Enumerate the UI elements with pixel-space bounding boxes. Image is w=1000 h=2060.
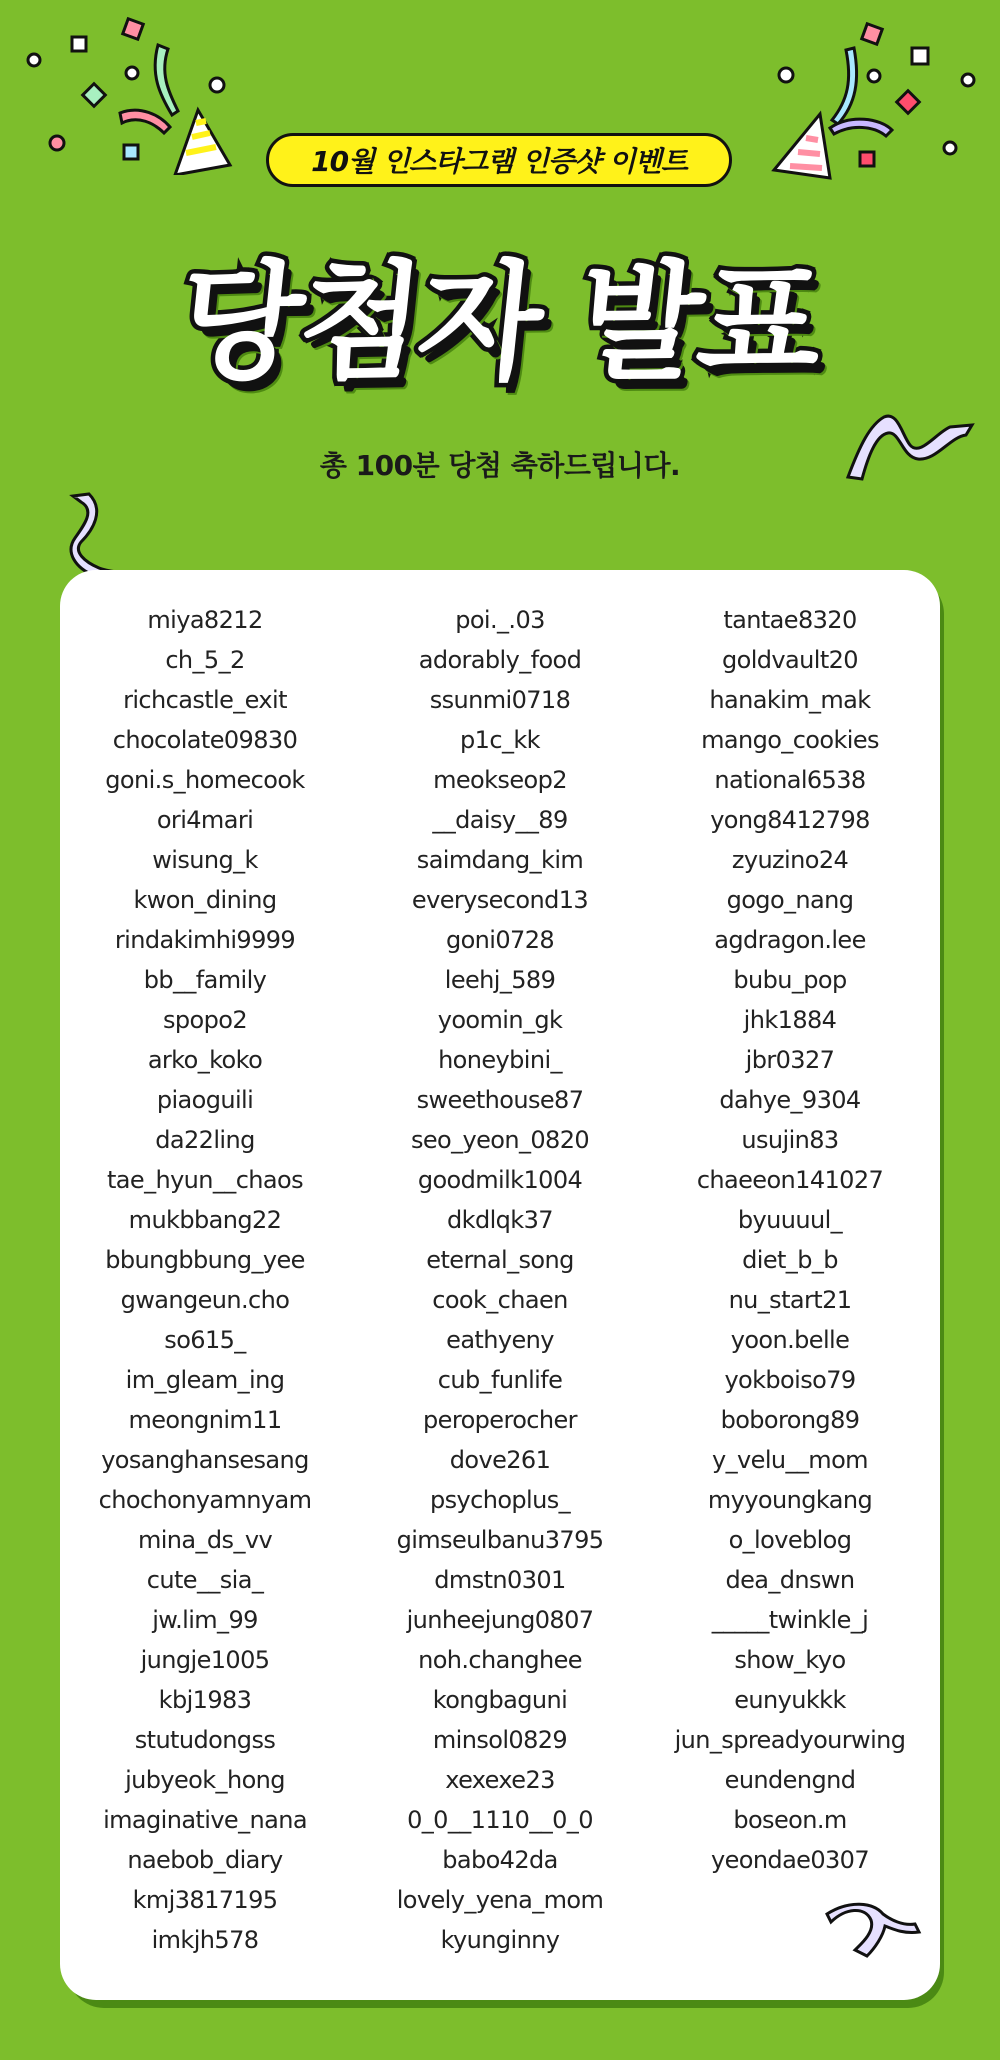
winner-id: mukbbang22 — [128, 1206, 282, 1234]
winner-id: show_kyo — [734, 1646, 846, 1674]
winner-id: richcastle_exit — [123, 686, 287, 714]
winner-id: so615_ — [164, 1326, 246, 1354]
winner-id: dahye_9304 — [719, 1086, 861, 1114]
winner-id: kwon_dining — [133, 886, 277, 914]
winner-id: seo_yeon_0820 — [410, 1126, 590, 1154]
winners-column-1 — [60, 600, 350, 1960]
winner-id: wisung_k — [152, 846, 258, 874]
ribbon-bottom-icon — [825, 1900, 925, 1960]
winner-id: tantae8320 — [723, 606, 857, 634]
winner-id: yokboiso79 — [724, 1366, 856, 1394]
winner-id: im_gleam_ing — [125, 1366, 285, 1394]
winner-id: yoomin_gk — [437, 1006, 563, 1034]
winners-column-2 — [355, 600, 645, 1960]
winner-id: goldvault20 — [722, 646, 858, 674]
winner-id: cub_funlife — [437, 1366, 563, 1394]
confetti-left-icon — [20, 15, 250, 175]
winner-id: miya8212 — [147, 606, 263, 634]
winner-id: meokseop2 — [433, 766, 567, 794]
event-label-badge: 10월 인스타그램 인증샷 이벤트 — [266, 133, 732, 187]
winner-id: gogo_nang — [726, 886, 854, 914]
winners-card — [60, 570, 940, 2000]
winner-id: babo42da — [442, 1846, 558, 1874]
winner-id: myyoungkang — [707, 1486, 873, 1514]
winner-id: zyuzino24 — [731, 846, 849, 874]
winners-column-3 — [645, 600, 935, 1880]
winner-id: tae_hyun__chaos — [106, 1166, 304, 1194]
winner-id: usujin83 — [741, 1126, 839, 1154]
winner-id: __daisy__89 — [432, 806, 568, 834]
winner-id: o_loveblog — [728, 1526, 852, 1554]
winner-id: kongbaguni — [432, 1686, 568, 1714]
winner-id: cook_chaen — [432, 1286, 568, 1314]
winner-id: kbj1983 — [158, 1686, 252, 1714]
winner-id: eathyeny — [446, 1326, 554, 1354]
winner-id: hanakim_mak — [709, 686, 871, 714]
winner-id: bubu_pop — [733, 966, 847, 994]
page-title: 당첨자 발표 — [171, 249, 827, 398]
winner-id: dove261 — [449, 1446, 551, 1474]
winner-id: jun_spreadyourwing — [674, 1726, 906, 1754]
winner-id: gimseulbanu3795 — [396, 1526, 604, 1554]
winner-id: chochonyamnyam — [98, 1486, 312, 1514]
winner-id: dkdlqk37 — [447, 1206, 553, 1234]
winner-id: p1c_kk — [460, 726, 540, 754]
winner-id: yong8412798 — [710, 806, 870, 834]
winner-id: 0_0__1110__0_0 — [407, 1806, 593, 1834]
winner-id: peroperocher — [423, 1406, 577, 1434]
winner-id: nu_start21 — [728, 1286, 852, 1314]
winner-id: jungje1005 — [140, 1646, 270, 1674]
winner-id: kmj3817195 — [132, 1886, 278, 1914]
confetti-right-icon — [760, 20, 990, 180]
page-subtitle: 총 100분 당첨 축하드립니다. — [319, 449, 681, 482]
winner-id: agdragon.lee — [714, 926, 866, 954]
winner-id: junheejung0807 — [406, 1606, 594, 1634]
winner-id: cute__sia_ — [146, 1566, 264, 1594]
winner-id: mina_ds_vv — [137, 1526, 273, 1554]
winner-id: imkjh578 — [151, 1926, 259, 1954]
winner-id: chocolate09830 — [112, 726, 298, 754]
winner-id: boseon.m — [733, 1806, 847, 1834]
winner-id: boborong89 — [720, 1406, 860, 1434]
winner-id: yosanghansesang — [101, 1446, 309, 1474]
winner-id: noh.changhee — [418, 1646, 582, 1674]
winner-id: goodmilk1004 — [417, 1166, 583, 1194]
winner-id: eundengnd — [724, 1766, 856, 1794]
winner-id: byuuuul_ — [737, 1206, 843, 1234]
winner-id: jw.lim_99 — [152, 1606, 258, 1634]
winner-id: xexexe23 — [445, 1766, 555, 1794]
winner-id: yoon.belle — [730, 1326, 850, 1354]
winner-id: meongnim11 — [128, 1406, 282, 1434]
winner-id: poi._.03 — [455, 606, 545, 634]
winner-id: eternal_song — [426, 1246, 574, 1274]
winner-id: leehj_589 — [444, 966, 556, 994]
winner-id: naebob_diary — [127, 1846, 283, 1874]
winner-id: imaginative_nana — [103, 1806, 307, 1834]
winner-id: _____twinkle_j — [711, 1606, 869, 1634]
winner-id: psychoplus_ — [429, 1486, 571, 1514]
winner-id: ch_5_2 — [165, 646, 245, 674]
winner-id: mango_cookies — [701, 726, 879, 754]
winner-id: lovely_yena_mom — [396, 1886, 604, 1914]
winner-id: goni0728 — [445, 926, 555, 954]
winner-id: everysecond13 — [411, 886, 589, 914]
winner-id: sweethouse87 — [416, 1086, 584, 1114]
winner-id: jubyeok_hong — [125, 1766, 285, 1794]
winner-id: chaeeon141027 — [696, 1166, 884, 1194]
winner-id: adorably_food — [418, 646, 582, 674]
winner-id: jbr0327 — [745, 1046, 835, 1074]
winner-id: piaoguili — [156, 1086, 254, 1114]
winner-id: dea_dnswn — [725, 1566, 855, 1594]
winner-id: goni.s_homecook — [105, 766, 305, 794]
winner-id: bb__family — [143, 966, 267, 994]
winner-id: eunyukkk — [734, 1686, 846, 1714]
winner-id: y_velu__mom — [712, 1446, 868, 1474]
winner-id: spopo2 — [162, 1006, 247, 1034]
winner-id: gwangeun.cho — [120, 1286, 290, 1314]
winner-id: saimdang_kim — [416, 846, 584, 874]
winner-id: kyunginny — [440, 1926, 560, 1954]
winner-id: yeondae0307 — [710, 1846, 870, 1874]
winner-id: minsol0829 — [432, 1726, 568, 1754]
winner-id: rindakimhi9999 — [114, 926, 296, 954]
winner-id: ori4mari — [156, 806, 254, 834]
winner-id: da22ling — [155, 1126, 255, 1154]
winner-id: bbungbbung_yee — [105, 1246, 305, 1274]
winner-id: honeybini_ — [438, 1046, 562, 1074]
winner-id: ssunmi0718 — [429, 686, 571, 714]
winner-id: arko_koko — [147, 1046, 263, 1074]
winner-id: dmstn0301 — [434, 1566, 566, 1594]
winner-id: diet_b_b — [742, 1246, 838, 1274]
winner-id: stutudongss — [134, 1726, 276, 1754]
winner-id: national6538 — [714, 766, 866, 794]
winner-id: jhk1884 — [743, 1006, 837, 1034]
